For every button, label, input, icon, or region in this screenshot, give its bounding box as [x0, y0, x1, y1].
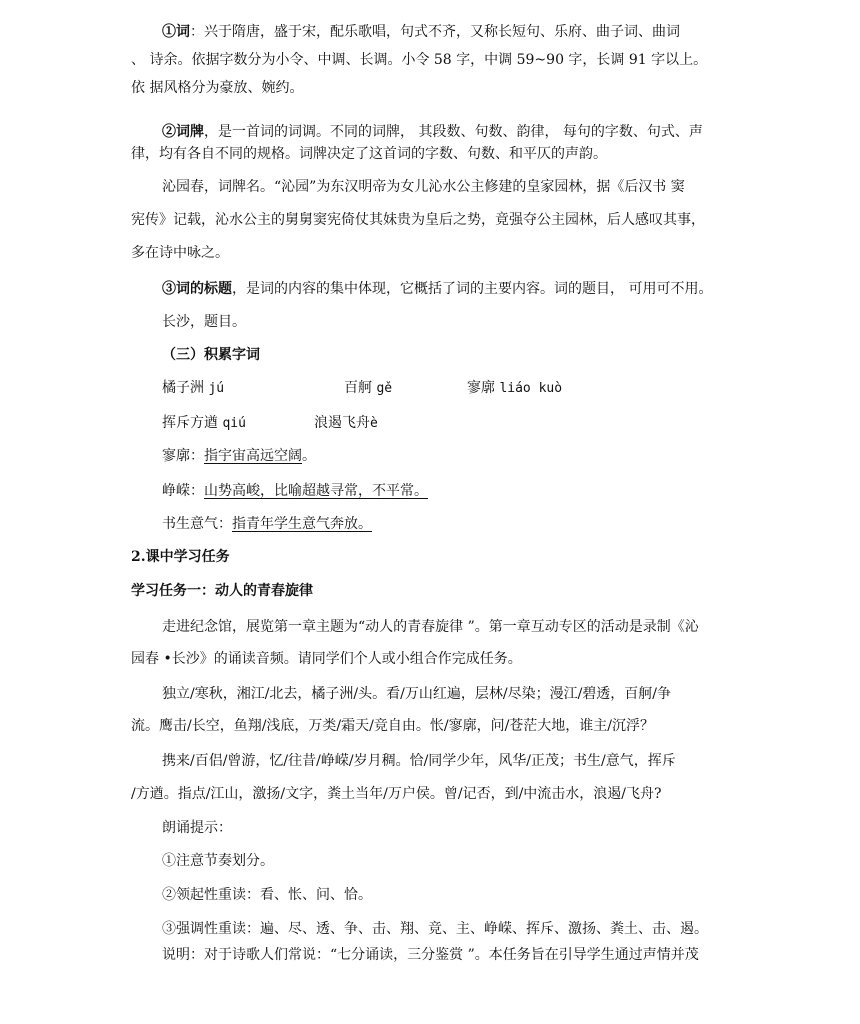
title-note-paragraph: ③词的标题，是词的内容的集中体现，它概括了词的主要内容。词的题目， 可用可不用。 — [162, 281, 713, 297]
ci-paragraph-line-1: ①词：兴于隋唐，盛于宋，配乐歌唱，句式不齐，又称长短句、乐府、曲子词、曲词 — [162, 24, 680, 40]
cipai-paragraph-line-1: ②词牌，是一首词的词调。不同的词牌， 其段数、句数、韵律， 每句的字数、句式、声 — [162, 124, 703, 140]
cipai-heading: ②词牌 — [162, 124, 204, 140]
vocab-heading: （三）积累字词 — [162, 347, 260, 363]
title-note-heading: ③词的标题 — [162, 281, 232, 297]
reading-tip: ②领起性重读：看、怅、问、恰。 — [162, 887, 372, 903]
task1-intro-line-2: 园春 •长沙》的诵读音频。请同学们个人或小组合作完成任务。 — [131, 651, 522, 667]
ci-paragraph-line-3: 依 据风格分为豪放、婉约。 — [131, 80, 304, 96]
ci-paragraph-line-2: 、 诗余。依据字数分为小令、中调、长调。小令 58 字，中调 59~90 字，长调 91 字以上。 — [131, 52, 708, 68]
poem-line: 流。鹰击/长空，鱼翔/浅底，万类/霜天/竞自由。怅/寥廓，问/苍茫大地，谁主/沉浮？ — [131, 718, 655, 734]
vocab-item: 寥廓 liáo kuò — [467, 380, 563, 396]
vocab-definition: 书生意气：指青年学生意气奔放。 — [162, 516, 372, 532]
vocab-item: 橘子洲 jú — [162, 380, 225, 396]
changsha-note: 长沙，题目。 — [162, 314, 246, 330]
task1-explanation: 说明：对于诗歌人们常说：“七分诵读，三分鉴赏 ”。本任务旨在引导学生通过声情并茂 — [162, 947, 699, 963]
vocab-definition: 寥廓：指宇宙高远空阔。 — [162, 448, 316, 464]
vocab-item: 百舸 gě — [344, 380, 393, 396]
reading-tip: ①注意节奏划分。 — [162, 853, 274, 869]
qinyuan-paragraph-line-3: 多在诗中咏之。 — [131, 245, 229, 261]
poem-line: 独立/寒秋，湘江/北去，橘子洲/头。看/万山红遍，层林/尽染；漫江/碧透，百舸/争 — [162, 686, 672, 702]
task1-heading: 学习任务一：动人的青春旋律 — [131, 583, 313, 599]
poem-line: 携来/百侣/曾游，忆/往昔/峥嵘/岁月稠。恰/同学少年，风华/正茂；书生/意气，挥斥 — [162, 753, 676, 769]
vocab-item: 挥斥方遒 qiú — [162, 415, 246, 431]
vocab-definition: 峥嵘：山势高峻，比喻超越寻常，不平常。 — [162, 483, 428, 499]
task1-intro-line-1: 走进纪念馆，展览第一章主题为“动人的青春旋律 ”。第一章互动专区的活动是录制《沁 — [162, 619, 699, 635]
qinyuan-paragraph-line-1: 沁园春，词牌名。“沁园”为东汉明帝为女儿沁水公主修建的皇家园林，据《后汉书 窦 — [162, 179, 685, 195]
vocab-item: 浪遏飞舟è — [314, 415, 378, 431]
ci-heading: ①词 — [162, 24, 190, 40]
section-heading: 2.课中学习任务 — [131, 549, 230, 565]
reading-tip: ③强调性重读：遍、尽、透、争、击、翔、竞、主、峥嵘、挥斥、激扬、粪土、击、遏。 — [162, 921, 708, 937]
reading-tips-label: 朗诵提示： — [162, 820, 232, 836]
qinyuan-paragraph-line-2: 宪传》记载，沁水公主的舅舅窦宪倚仗其妹贵为皇后之势，竟强夺公主园林，后人感叹其事， — [131, 212, 705, 228]
cipai-paragraph-line-2: 律，均有各自不同的规格。词牌决定了这首词的字数、句数、和平仄的声韵。 — [131, 146, 607, 162]
poem-line: /方遒。指点/江山，激扬/文字，粪土当年/万户侯。曾/记否，到/中流击水，浪遏/飞舟? — [131, 786, 662, 802]
